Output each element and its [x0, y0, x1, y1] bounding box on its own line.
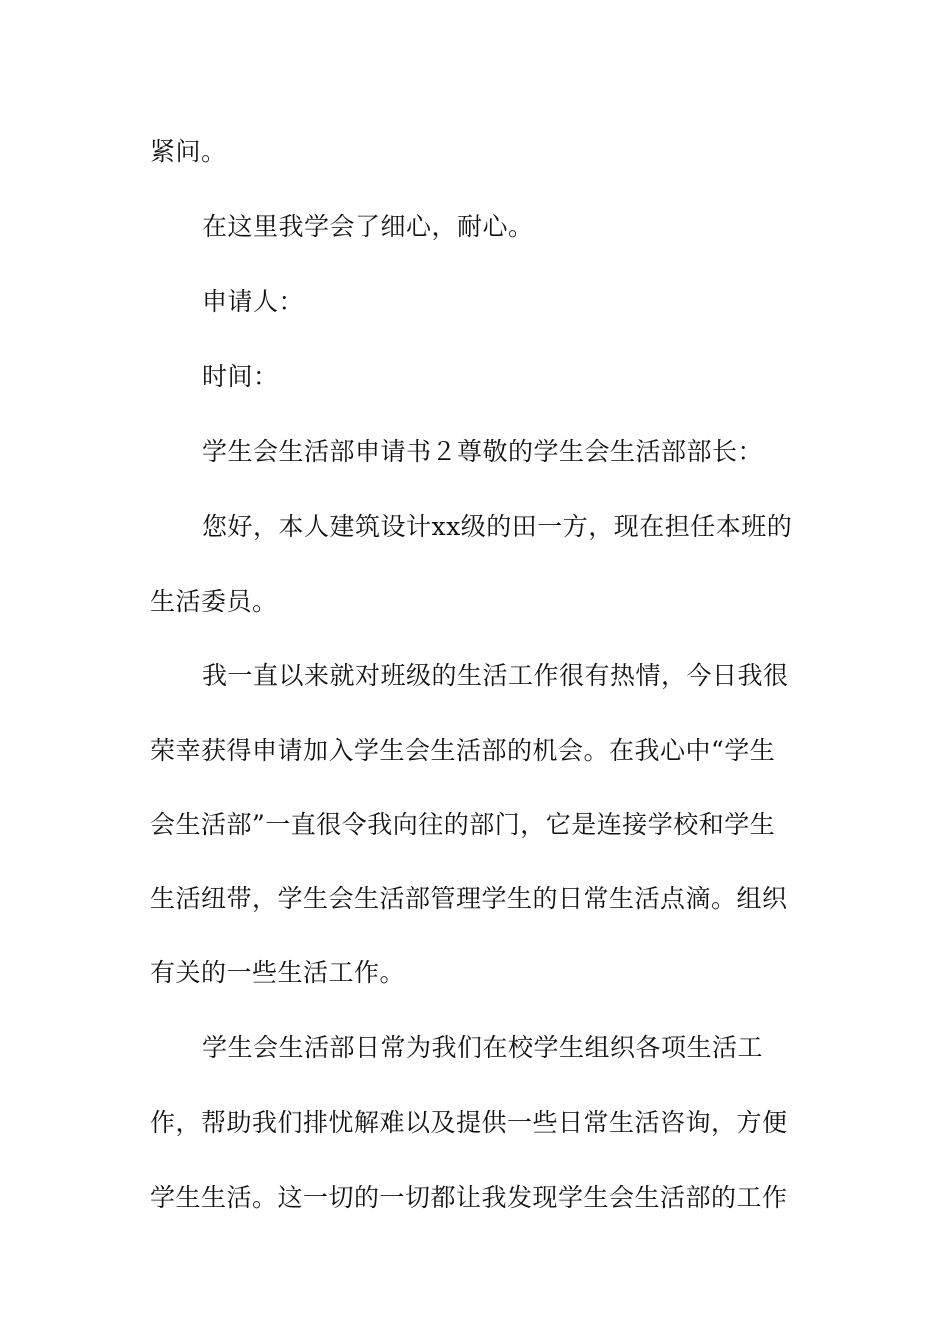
- date-label: 时间：: [202, 362, 279, 391]
- text-line: 会生活部”一直很令我向往的部门，它是连接学校和学生: [150, 810, 776, 839]
- text-line: 您好，本人建筑设计xx级的田一方，现在担任本班的: [202, 512, 793, 541]
- text-line: 学生生活。这一切的一切都让我发现学生会生活部的工作: [150, 1183, 788, 1212]
- text-line: 学生会生活部日常为我们在校学生组织各项生活工: [202, 1033, 764, 1062]
- section-heading: 学生会生活部申请书２尊敬的学生会生活部部长：: [202, 437, 764, 466]
- text-line: 有关的一些生活工作。: [150, 958, 406, 987]
- text-line: 作，帮助我们排忧解难以及提供一些日常生活咨询，方便: [150, 1108, 788, 1137]
- text-line: 生活纽带，学生会生活部管理学生的日常生活点滴。组织: [150, 884, 788, 913]
- text-line: 荣幸获得申请加入学生会生活部的机会。在我心中“学生: [150, 736, 776, 765]
- text-line: 在这里我学会了细心，耐心。: [202, 212, 534, 241]
- text-line: 我一直以来就对班级的生活工作很有热情，今日我很: [202, 661, 789, 690]
- applicant-label: 申请人：: [202, 287, 305, 316]
- text-line: 生活委员。: [150, 587, 278, 616]
- text-line: 紧问。: [150, 137, 227, 166]
